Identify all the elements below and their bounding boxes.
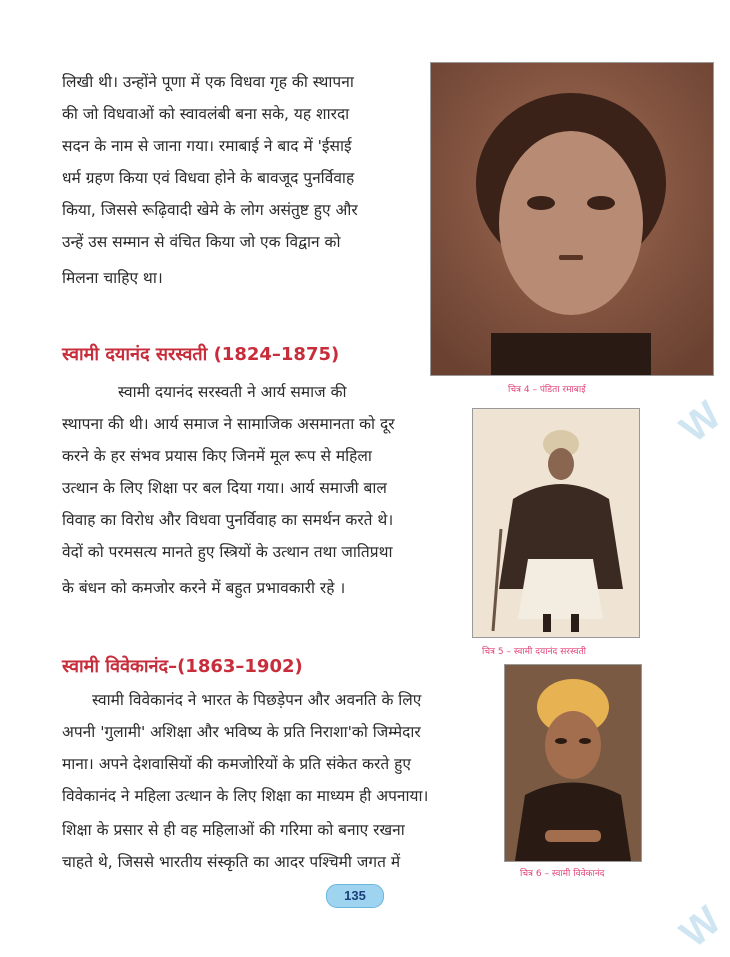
paragraph-line: विवाह का विरोध और विधवा पुनर्विवाह का समर्थन करते थे।: [62, 511, 394, 529]
figure-caption: चित्र 4 – पंडिता रमाबाई: [508, 385, 586, 395]
paragraph-line: सदन के नाम से जाना गया। रमाबाई ने बाद में 'ईसाई: [62, 137, 352, 155]
watermark: W: [671, 393, 730, 452]
paragraph-line: शिक्षा के प्रसार से ही वह महिलाओं की गरिमा को बनाए रखना: [62, 821, 405, 839]
section-heading: स्वामी विवेकानंद–(1863–1902): [62, 656, 303, 677]
paragraph-line: की जो विधवाओं को स्वावलंबी बना सके, यह शारदा: [62, 105, 350, 123]
paragraph-line: चाहते थे, जिससे भारतीय संस्कृति का आदर पश्चिमी जगत में: [62, 853, 401, 871]
page-number: 135: [326, 884, 384, 908]
paragraph-line: स्वामी विवेकानंद ने भारत के पिछड़ेपन और अवनति के लिए: [92, 691, 422, 709]
paragraph-line: माना। अपने देशवासियों की कमजोरियों के प्रति संकेत करते हुए: [62, 755, 411, 773]
paragraph-line: स्थापना की थी। आर्य समाज ने सामाजिक असमानता को दूर: [62, 415, 395, 433]
figure-caption: चित्र 6 – स्वामी विवेकानंद: [520, 869, 605, 879]
paragraph-line: उन्हें उस सम्मान से वंचित किया जो एक विद्वान को: [62, 233, 341, 251]
photo-vivekananda: [504, 664, 642, 862]
portrait-dayanand: [473, 409, 639, 637]
paragraph-line: लिखी थी। उन्होंने पूणा में एक विधवा गृह की स्थापना: [62, 73, 354, 91]
paragraph-line: मिलना चाहिए था।: [62, 269, 163, 287]
photo-ramabai: [430, 62, 714, 376]
paragraph-line: धर्म ग्रहण किया एवं विधवा होने के बावजूद पुनर्विवाह: [62, 169, 355, 187]
watermark: W: [671, 898, 730, 957]
paragraph-line: विवेकानंद ने महिला उत्थान के लिए शिक्षा का माध्यम ही अपनाया।: [62, 787, 429, 805]
paragraph-line: अपनी 'गुलामी' अशिक्षा और भविष्य के प्रति निराशा'को जिम्मेदार: [62, 723, 421, 741]
paragraph-line: वेदों को परमसत्य मानते हुए स्त्रियों के उत्थान तथा जातिप्रथा: [62, 543, 393, 561]
figure-caption: चित्र 5 – स्वामी दयानंद सरस्वती: [482, 647, 586, 657]
photo-dayanand: [472, 408, 640, 638]
paragraph-line: के बंधन को कमजोर करने में बहुत प्रभावकारी रहे ।: [62, 579, 346, 597]
portrait-ramabai: [431, 63, 713, 375]
section-heading: स्वामी दयानंद सरस्वती (1824–1875): [62, 344, 340, 365]
paragraph-line: करने के हर संभव प्रयास किए जिनमें मूल रूप से महिला: [62, 447, 372, 465]
paragraph-line: स्वामी दयानंद सरस्वती ने आर्य समाज की: [118, 383, 347, 401]
portrait-vivekananda: [505, 665, 641, 861]
paragraph-line: उत्थान के लिए शिक्षा पर बल दिया गया। आर्य समाजी बाल: [62, 479, 387, 497]
paragraph-line: किया, जिससे रूढ़िवादी खेमे के लोग असंतुष्ट हुए और: [62, 201, 358, 219]
